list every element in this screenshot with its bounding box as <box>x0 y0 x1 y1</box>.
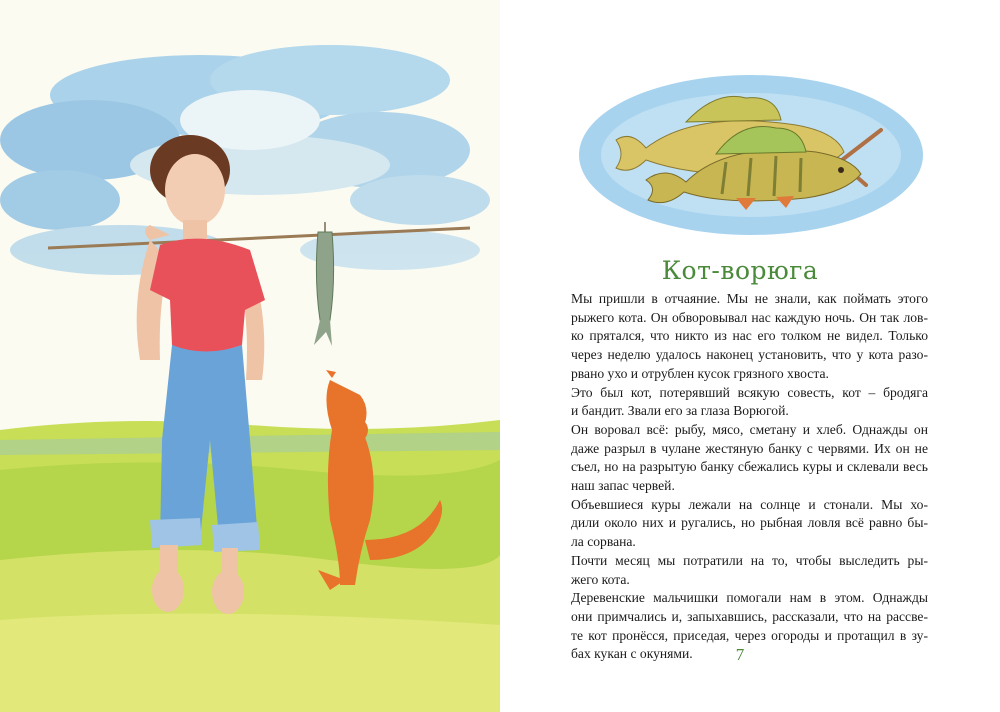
text-line: они примчались и, запыхавшись, рассказали, что на рассве- <box>571 608 928 624</box>
text-line: бах кукан с окунями. <box>571 646 693 662</box>
paragraph <box>555 290 928 384</box>
text-line: и бандит. Звали его за глаза Ворюгой. <box>571 403 789 419</box>
text-line: съел, но на разрытую банку сбежались куры и склевали весь <box>571 459 928 475</box>
chapter-text <box>555 290 928 664</box>
text-line: Почти месяц мы потратили на то, чтобы выследить ры- <box>571 552 928 568</box>
text-line: Он воровал всё: рыбу, мясо, сметану и хлеб. Однажды он <box>571 421 928 437</box>
paragraph <box>555 384 928 421</box>
paragraph <box>555 552 928 589</box>
text-line: ла сорвана. <box>571 534 636 550</box>
text-line: через неделю удалось наконец установить, что у кота разо- <box>571 347 928 363</box>
text-line: Деревенские мальчишки помогали нам в этом. Однажды <box>571 590 928 606</box>
text-line: наш запас червей. <box>571 478 675 494</box>
text-line: Мы пришли в отчаяние. Мы не знали, как поймать этого <box>571 291 928 306</box>
text-line: дили около них и ругались, но рыбная ловля всё равно бы- <box>571 515 928 531</box>
perch-fish-on-stick-illustration <box>576 70 926 240</box>
text-line: Это был кот, потерявший всякую совесть, кот – бродяга <box>571 384 928 400</box>
text-line: рвано ухо и отрублен кусок грязного хвоста. <box>571 365 829 381</box>
text-line: жего кота. <box>571 571 630 587</box>
text-line: Объевшиеся куры лежали на солнце и стонали. Мы хо- <box>571 496 928 512</box>
right-page <box>500 0 1000 712</box>
text-line: те кот пронёсся, приседая, через огороды и протащил в зу- <box>571 627 928 643</box>
chapter-title: Кот-ворюга <box>661 256 819 285</box>
text-line: рыжего кота. Он обворовывал нас каждую ночь. Он так лов- <box>571 309 928 325</box>
text-line: ко прятался, что никто из нас его толком не видел. Только <box>571 328 928 344</box>
paragraph <box>555 421 928 496</box>
paragraph <box>555 496 928 552</box>
text-line: даже разрыл в чулане жестяную банку с червями. Их он не <box>571 440 928 456</box>
page-number: 7 <box>735 645 745 664</box>
